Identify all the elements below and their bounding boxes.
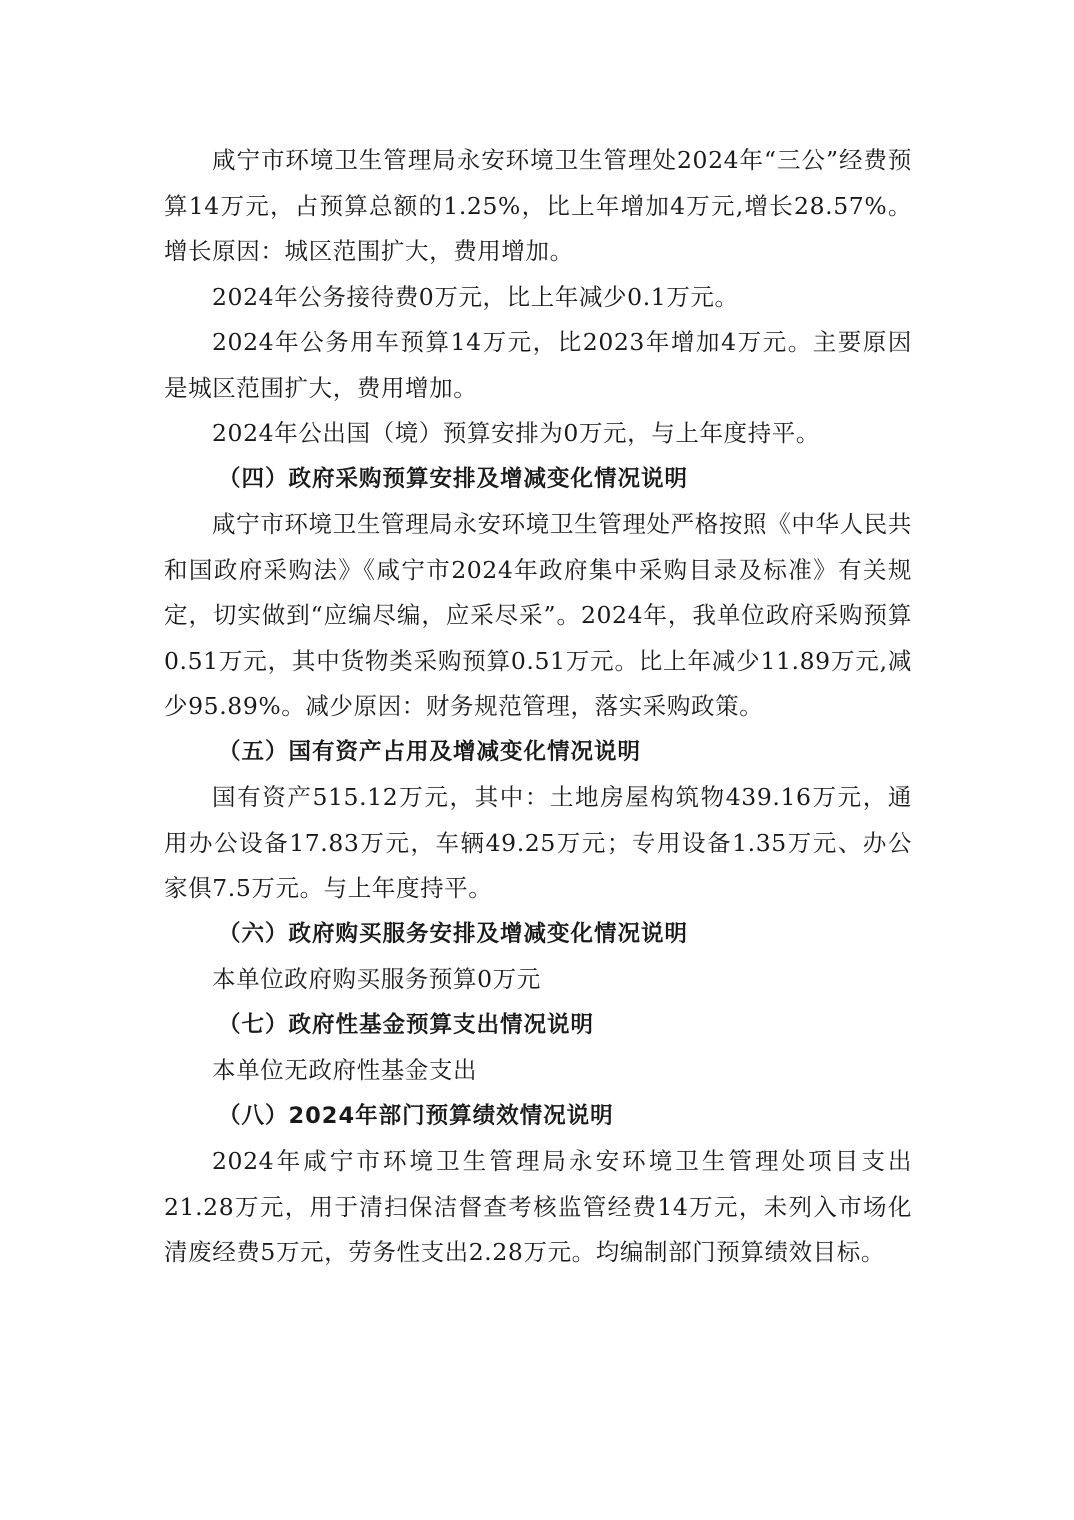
para-procurement: 咸宁市环境卫生管理局永安环境卫生管理处严格按照《中华人民共和国政府采购法》《咸宁市2024年政府集中采购目录及标准》有关规定，切实做到“应编尽编，应采尽采”。2024年，我单位政府采购预算0.51万元，其中货物类采购预算0.51万元。比上年减少11.89万元,减少95.89%。减少原因：财务规范管理，落实采购政策。 bbox=[164, 510, 912, 720]
heading-state-assets: （五）国有资产占用及增减变化情况说明 bbox=[218, 738, 642, 765]
para-performance: 2024年咸宁市环境卫生管理局永安环境卫生管理处项目支出21.28万元，用于清扫保洁督查考核监管经费14万元，未列入市场化清废经费5万元，劳务性支出2.28万元。均编制部门预算绩效目标。 bbox=[164, 1147, 912, 1266]
para-government-fund: 本单位无政府性基金支出 bbox=[212, 1056, 478, 1084]
para-overseas-travel: 2024年公出国（境）预算安排为0万元，与上年度持平。 bbox=[212, 419, 820, 447]
heading-government-fund: （七）政府性基金预算支出情况说明 bbox=[218, 1011, 595, 1038]
heading-purchased-services: （六）政府购买服务安排及增减变化情况说明 bbox=[218, 920, 689, 947]
para-sangong-budget: 咸宁市环境卫生管理局永安环境卫生管理处2024年“三公”经费预算14万元，占预算总额的1.25%，比上年增加4万元,增长28.57%。增长原因：城区范围扩大，费用增加。 bbox=[164, 146, 912, 265]
para-reception-fee: 2024年公务接待费0万元，比上年减少0.1万元。 bbox=[212, 282, 739, 311]
para-state-assets: 国有资产515.12万元，其中：土地房屋构筑物439.16万元，通用办公设备17.83万元，车辆49.25万元；专用设备1.35万元、办公家俱7.5万元。与上年度持平。 bbox=[164, 783, 912, 902]
para-official-vehicle: 2024年公务用车预算14万元，比2023年增加4万元。主要原因是城区范围扩大，费用增加。 bbox=[164, 328, 912, 402]
para-purchased-services: 本单位政府购买服务预算0万元 bbox=[212, 965, 541, 993]
heading-procurement: （四）政府采购预算安排及增减变化情况说明 bbox=[218, 465, 689, 492]
heading-performance: （八）2024年部门预算绩效情况说明 bbox=[218, 1102, 614, 1129]
document-page bbox=[164, 138, 912, 1276]
